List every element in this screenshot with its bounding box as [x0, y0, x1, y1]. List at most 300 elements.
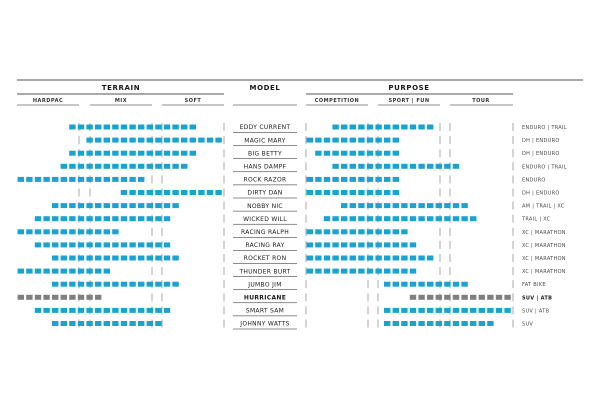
terrain-segment — [95, 282, 101, 287]
purpose-segment — [375, 190, 381, 195]
table-row — [18, 268, 566, 276]
purpose-segment — [427, 203, 433, 208]
terrain-segment — [86, 151, 92, 156]
terrain-bar — [61, 164, 188, 169]
terrain-bar — [52, 203, 179, 208]
table-row — [69, 150, 559, 158]
terrain-segment — [18, 269, 24, 274]
purpose-segment — [401, 282, 407, 287]
purpose-segment — [341, 216, 347, 221]
terrain-segment — [52, 203, 58, 208]
purpose-segment — [436, 295, 442, 300]
purpose-segment — [453, 308, 459, 313]
terrain-segment — [147, 242, 153, 247]
terrain-segment — [121, 151, 127, 156]
terrain-segment — [69, 177, 75, 182]
terrain-segment — [155, 242, 161, 247]
terrain-segment — [104, 151, 110, 156]
terrain-segment — [138, 125, 144, 130]
purpose-bar — [384, 308, 511, 313]
table-row — [52, 255, 566, 263]
terrain-segment — [129, 138, 135, 143]
terrain-segment — [95, 242, 101, 247]
purpose-segment — [401, 256, 407, 261]
purpose-segment — [427, 125, 433, 130]
terrain-segment — [112, 216, 118, 221]
purpose-segment — [358, 138, 364, 143]
use-label: ENDURO | TRAIL — [522, 164, 567, 171]
purpose-bar — [332, 125, 433, 130]
terrain-segment — [138, 242, 144, 247]
terrain-segment — [207, 138, 213, 143]
purpose-segment — [393, 151, 399, 156]
table-row — [35, 308, 550, 316]
terrain-segment — [26, 295, 32, 300]
chart-rows — [18, 124, 567, 329]
purpose-segment — [375, 125, 381, 130]
purpose-segment — [436, 321, 442, 326]
purpose-segment — [307, 242, 313, 247]
col-soft: SOFT — [184, 98, 202, 104]
purpose-segment — [384, 308, 390, 313]
purpose-segment — [384, 138, 390, 143]
purpose-segment — [307, 256, 313, 261]
purpose-segment — [418, 308, 424, 313]
terrain-segment — [61, 256, 67, 261]
terrain-segment — [69, 203, 75, 208]
terrain-segment — [26, 229, 32, 234]
terrain-segment — [121, 308, 127, 313]
purpose-segment — [324, 229, 330, 234]
purpose-segment — [358, 151, 364, 156]
terrain-segment — [155, 164, 161, 169]
terrain-segment — [86, 242, 92, 247]
terrain-segment — [181, 190, 187, 195]
purpose-segment — [350, 138, 356, 143]
terrain-segment — [155, 190, 161, 195]
use-label: TRAIL | XC — [522, 216, 551, 223]
purpose-segment — [341, 190, 347, 195]
terrain-segment — [78, 242, 84, 247]
purpose-segment — [461, 321, 467, 326]
purpose-segment — [436, 203, 442, 208]
terrain-segment — [190, 151, 196, 156]
terrain-segment — [190, 125, 196, 130]
terrain-segment — [69, 125, 75, 130]
purpose-segment — [418, 125, 424, 130]
terrain-segment — [121, 216, 127, 221]
model-name: MAGIC MARY — [244, 137, 286, 145]
terrain-segment — [95, 138, 101, 143]
terrain-segment — [112, 138, 118, 143]
terrain-segment — [61, 216, 67, 221]
purpose-segment — [358, 216, 364, 221]
terrain-segment — [181, 138, 187, 143]
terrain-segment — [121, 242, 127, 247]
table-row — [52, 321, 533, 329]
purpose-segment — [384, 216, 390, 221]
terrain-segment — [112, 177, 118, 182]
purpose-segment — [324, 216, 330, 221]
model-name: JOHNNY WATTS — [240, 320, 290, 328]
terrain-segment — [35, 295, 41, 300]
terrain-segment — [138, 190, 144, 195]
purpose-segment — [384, 151, 390, 156]
purpose-segment — [332, 177, 338, 182]
terrain-bar — [52, 282, 179, 287]
terrain-segment — [121, 282, 127, 287]
terrain-segment — [104, 321, 110, 326]
terrain-segment — [69, 308, 75, 313]
purpose-segment — [341, 242, 347, 247]
terrain-segment — [52, 229, 58, 234]
purpose-segment — [410, 256, 416, 261]
purpose-segment — [332, 164, 338, 169]
purpose-segment — [384, 256, 390, 261]
terrain-segment — [78, 321, 84, 326]
terrain-segment — [35, 229, 41, 234]
terrain-segment — [164, 138, 170, 143]
terrain-bar — [69, 151, 196, 156]
terrain-segment — [155, 151, 161, 156]
terrain-segment — [215, 138, 221, 143]
terrain-segment — [172, 203, 178, 208]
purpose-bar — [307, 190, 399, 195]
purpose-segment — [393, 256, 399, 261]
purpose-segment — [427, 256, 433, 261]
purpose-bar — [341, 203, 468, 208]
purpose-segment — [375, 177, 381, 182]
purpose-segment — [350, 216, 356, 221]
purpose-bar — [307, 177, 399, 182]
purpose-segment — [341, 164, 347, 169]
purpose-segment — [427, 308, 433, 313]
purpose-segment — [418, 321, 424, 326]
purpose-segment — [461, 308, 467, 313]
terrain-segment — [104, 177, 110, 182]
purpose-segment — [418, 282, 424, 287]
terrain-segment — [78, 282, 84, 287]
terrain-bar — [35, 216, 170, 221]
table-row — [52, 281, 546, 289]
purpose-segment — [375, 203, 381, 208]
terrain-segment — [35, 269, 41, 274]
purpose-segment — [367, 216, 373, 221]
purpose-segment — [418, 164, 424, 169]
purpose-segment — [358, 256, 364, 261]
purpose-segment — [427, 295, 433, 300]
terrain-segment — [164, 164, 170, 169]
purpose-segment — [315, 242, 321, 247]
purpose-segment — [393, 125, 399, 130]
terrain-segment — [104, 242, 110, 247]
purpose-segment — [453, 321, 459, 326]
purpose-segment — [393, 138, 399, 143]
purpose-segment — [401, 164, 407, 169]
terrain-segment — [164, 242, 170, 247]
purpose-segment — [307, 177, 313, 182]
terrain-segment — [43, 295, 49, 300]
terrain-bar — [18, 229, 119, 234]
model-name: HANS DAMPF — [243, 163, 287, 171]
purpose-bar — [384, 321, 494, 326]
terrain-segment — [155, 216, 161, 221]
terrain-segment — [61, 269, 67, 274]
purpose-segment — [461, 295, 467, 300]
use-label: FAT BIKE — [522, 282, 546, 289]
col-sport-fun: SPORT | FUN — [388, 98, 430, 104]
purpose-segment — [332, 229, 338, 234]
terrain-bar — [52, 256, 179, 261]
purpose-segment — [358, 242, 364, 247]
terrain-segment — [43, 242, 49, 247]
purpose-segment — [410, 295, 416, 300]
purpose-segment — [332, 138, 338, 143]
purpose-bar — [307, 138, 399, 143]
purpose-segment — [307, 269, 313, 274]
purpose-segment — [341, 125, 347, 130]
terrain-segment — [78, 177, 84, 182]
purpose-segment — [332, 269, 338, 274]
terrain-segment — [43, 216, 49, 221]
terrain-segment — [78, 203, 84, 208]
terrain-segment — [121, 190, 127, 195]
purpose-segment — [358, 269, 364, 274]
terrain-segment — [52, 216, 58, 221]
purpose-segment — [358, 190, 364, 195]
terrain-segment — [138, 256, 144, 261]
purpose-segment — [410, 321, 416, 326]
terrain-segment — [61, 164, 67, 169]
purpose-segment — [504, 295, 510, 300]
purpose-segment — [444, 282, 450, 287]
terrain-segment — [86, 308, 92, 313]
purpose-segment — [436, 216, 442, 221]
terrain-segment — [138, 282, 144, 287]
purpose-segment — [341, 256, 347, 261]
purpose-segment — [341, 151, 347, 156]
model-name: EDDY CURRENT — [239, 124, 291, 132]
terrain-segment — [43, 229, 49, 234]
use-label: ENDURO | TRAIL — [522, 125, 567, 131]
terrain-segment — [95, 203, 101, 208]
model-name: ROCKET RON — [243, 255, 287, 263]
terrain-segment — [172, 138, 178, 143]
terrain-segment — [69, 164, 75, 169]
purpose-segment — [350, 164, 356, 169]
purpose-segment — [427, 216, 433, 221]
terrain-segment — [155, 203, 161, 208]
terrain-segment — [78, 308, 84, 313]
purpose-segment — [332, 190, 338, 195]
terrain-segment — [147, 203, 153, 208]
terrain-segment — [95, 125, 101, 130]
purpose-segment — [427, 164, 433, 169]
purpose-segment — [384, 164, 390, 169]
terrain-segment — [112, 321, 118, 326]
purpose-segment — [315, 269, 321, 274]
terrain-segment — [78, 125, 84, 130]
terrain-segment — [86, 125, 92, 130]
terrain-segment — [78, 229, 84, 234]
terrain-segment — [104, 125, 110, 130]
terrain-segment — [147, 151, 153, 156]
terrain-segment — [95, 295, 101, 300]
terrain-segment — [78, 151, 84, 156]
purpose-segment — [401, 308, 407, 313]
terrain-segment — [104, 164, 110, 169]
purpose-segment — [350, 269, 356, 274]
use-label: SUV | ATB — [522, 308, 550, 315]
model-header: MODEL — [249, 84, 281, 92]
terrain-segment — [61, 177, 67, 182]
terrain-segment — [129, 151, 135, 156]
terrain-segment — [78, 256, 84, 261]
purpose-segment — [479, 308, 485, 313]
terrain-segment — [52, 295, 58, 300]
terrain-segment — [35, 308, 41, 313]
terrain-segment — [52, 256, 58, 261]
terrain-segment — [61, 282, 67, 287]
purpose-segment — [384, 229, 390, 234]
purpose-segment — [418, 203, 424, 208]
terrain-segment — [95, 216, 101, 221]
purpose-segment — [410, 164, 416, 169]
terrain-segment — [69, 151, 75, 156]
terrain-segment — [52, 282, 58, 287]
purpose-segment — [384, 203, 390, 208]
terrain-segment — [129, 164, 135, 169]
terrain-segment — [129, 308, 135, 313]
terrain-segment — [61, 295, 67, 300]
terrain-segment — [78, 164, 84, 169]
use-label: AM | TRAIL | XC — [522, 203, 565, 210]
terrain-segment — [86, 282, 92, 287]
terrain-segment — [121, 138, 127, 143]
purpose-segment — [393, 321, 399, 326]
purpose-segment — [410, 203, 416, 208]
purpose-segment — [453, 282, 459, 287]
terrain-segment — [129, 282, 135, 287]
purpose-segment — [358, 164, 364, 169]
purpose-segment — [444, 295, 450, 300]
purpose-bar — [307, 269, 417, 274]
purpose-segment — [375, 256, 381, 261]
terrain-bar — [18, 177, 145, 182]
terrain-segment — [129, 125, 135, 130]
terrain-segment — [43, 269, 49, 274]
purpose-segment — [350, 190, 356, 195]
purpose-segment — [479, 295, 485, 300]
purpose-segment — [436, 164, 442, 169]
purpose-segment — [410, 125, 416, 130]
purpose-segment — [367, 164, 373, 169]
purpose-segment — [367, 229, 373, 234]
model-name: NOBBY NIC — [247, 202, 283, 210]
purpose-segment — [401, 229, 407, 234]
col-mix: MIX — [114, 98, 128, 104]
use-label: XC | MARATHON — [522, 229, 566, 236]
purpose-segment — [470, 295, 476, 300]
purpose-segment — [453, 295, 459, 300]
terrain-segment — [207, 190, 213, 195]
terrain-segment — [86, 164, 92, 169]
terrain-segment — [69, 229, 75, 234]
model-name: JUMBO JIM — [248, 281, 282, 289]
terrain-segment — [104, 138, 110, 143]
model-name: WICKED WILL — [243, 215, 287, 223]
purpose-segment — [341, 177, 347, 182]
model-name: SMART SAM — [245, 307, 285, 315]
terrain-segment — [52, 269, 58, 274]
terrain-segment — [95, 269, 101, 274]
purpose-segment — [324, 242, 330, 247]
purpose-segment — [341, 229, 347, 234]
terrain-segment — [121, 256, 127, 261]
purpose-segment — [470, 308, 476, 313]
use-label: SUV | ATB — [522, 295, 553, 302]
purpose-segment — [401, 125, 407, 130]
terrain-segment — [138, 138, 144, 143]
terrain-segment — [129, 321, 135, 326]
purpose-segment — [367, 203, 373, 208]
terrain-segment — [155, 138, 161, 143]
terrain-segment — [69, 282, 75, 287]
table-row — [86, 137, 559, 145]
purpose-segment — [444, 308, 450, 313]
terrain-segment — [95, 308, 101, 313]
purpose-segment — [375, 151, 381, 156]
purpose-segment — [358, 229, 364, 234]
purpose-segment — [375, 229, 381, 234]
table-row — [121, 190, 560, 198]
terrain-segment — [104, 269, 110, 274]
terrain-segment — [112, 308, 118, 313]
terrain-segment — [95, 229, 101, 234]
purpose-segment — [401, 269, 407, 274]
purpose-segment — [401, 321, 407, 326]
purpose-segment — [332, 242, 338, 247]
terrain-segment — [35, 242, 41, 247]
terrain-segment — [86, 138, 92, 143]
purpose-bar — [315, 151, 399, 156]
purpose-segment — [315, 138, 321, 143]
terrain-segment — [129, 256, 135, 261]
terrain-segment — [164, 151, 170, 156]
purpose-segment — [315, 256, 321, 261]
terrain-segment — [61, 321, 67, 326]
use-label: DH | ENDURO — [522, 190, 560, 197]
terrain-segment — [129, 190, 135, 195]
terrain-segment — [172, 125, 178, 130]
use-label: ENDURO — [522, 177, 546, 184]
terrain-segment — [164, 308, 170, 313]
terrain-segment — [18, 295, 24, 300]
purpose-segment — [436, 282, 442, 287]
col-hardpac: HARDPAC — [32, 98, 64, 104]
terrain-bar — [18, 269, 110, 274]
purpose-segment — [444, 321, 450, 326]
purpose-segment — [393, 229, 399, 234]
purpose-segment — [461, 203, 467, 208]
terrain-segment — [190, 190, 196, 195]
terrain-segment — [155, 256, 161, 261]
terrain-segment — [198, 190, 204, 195]
purpose-segment — [436, 308, 442, 313]
purpose-segment — [332, 125, 338, 130]
purpose-segment — [384, 125, 390, 130]
terrain-segment — [69, 269, 75, 274]
